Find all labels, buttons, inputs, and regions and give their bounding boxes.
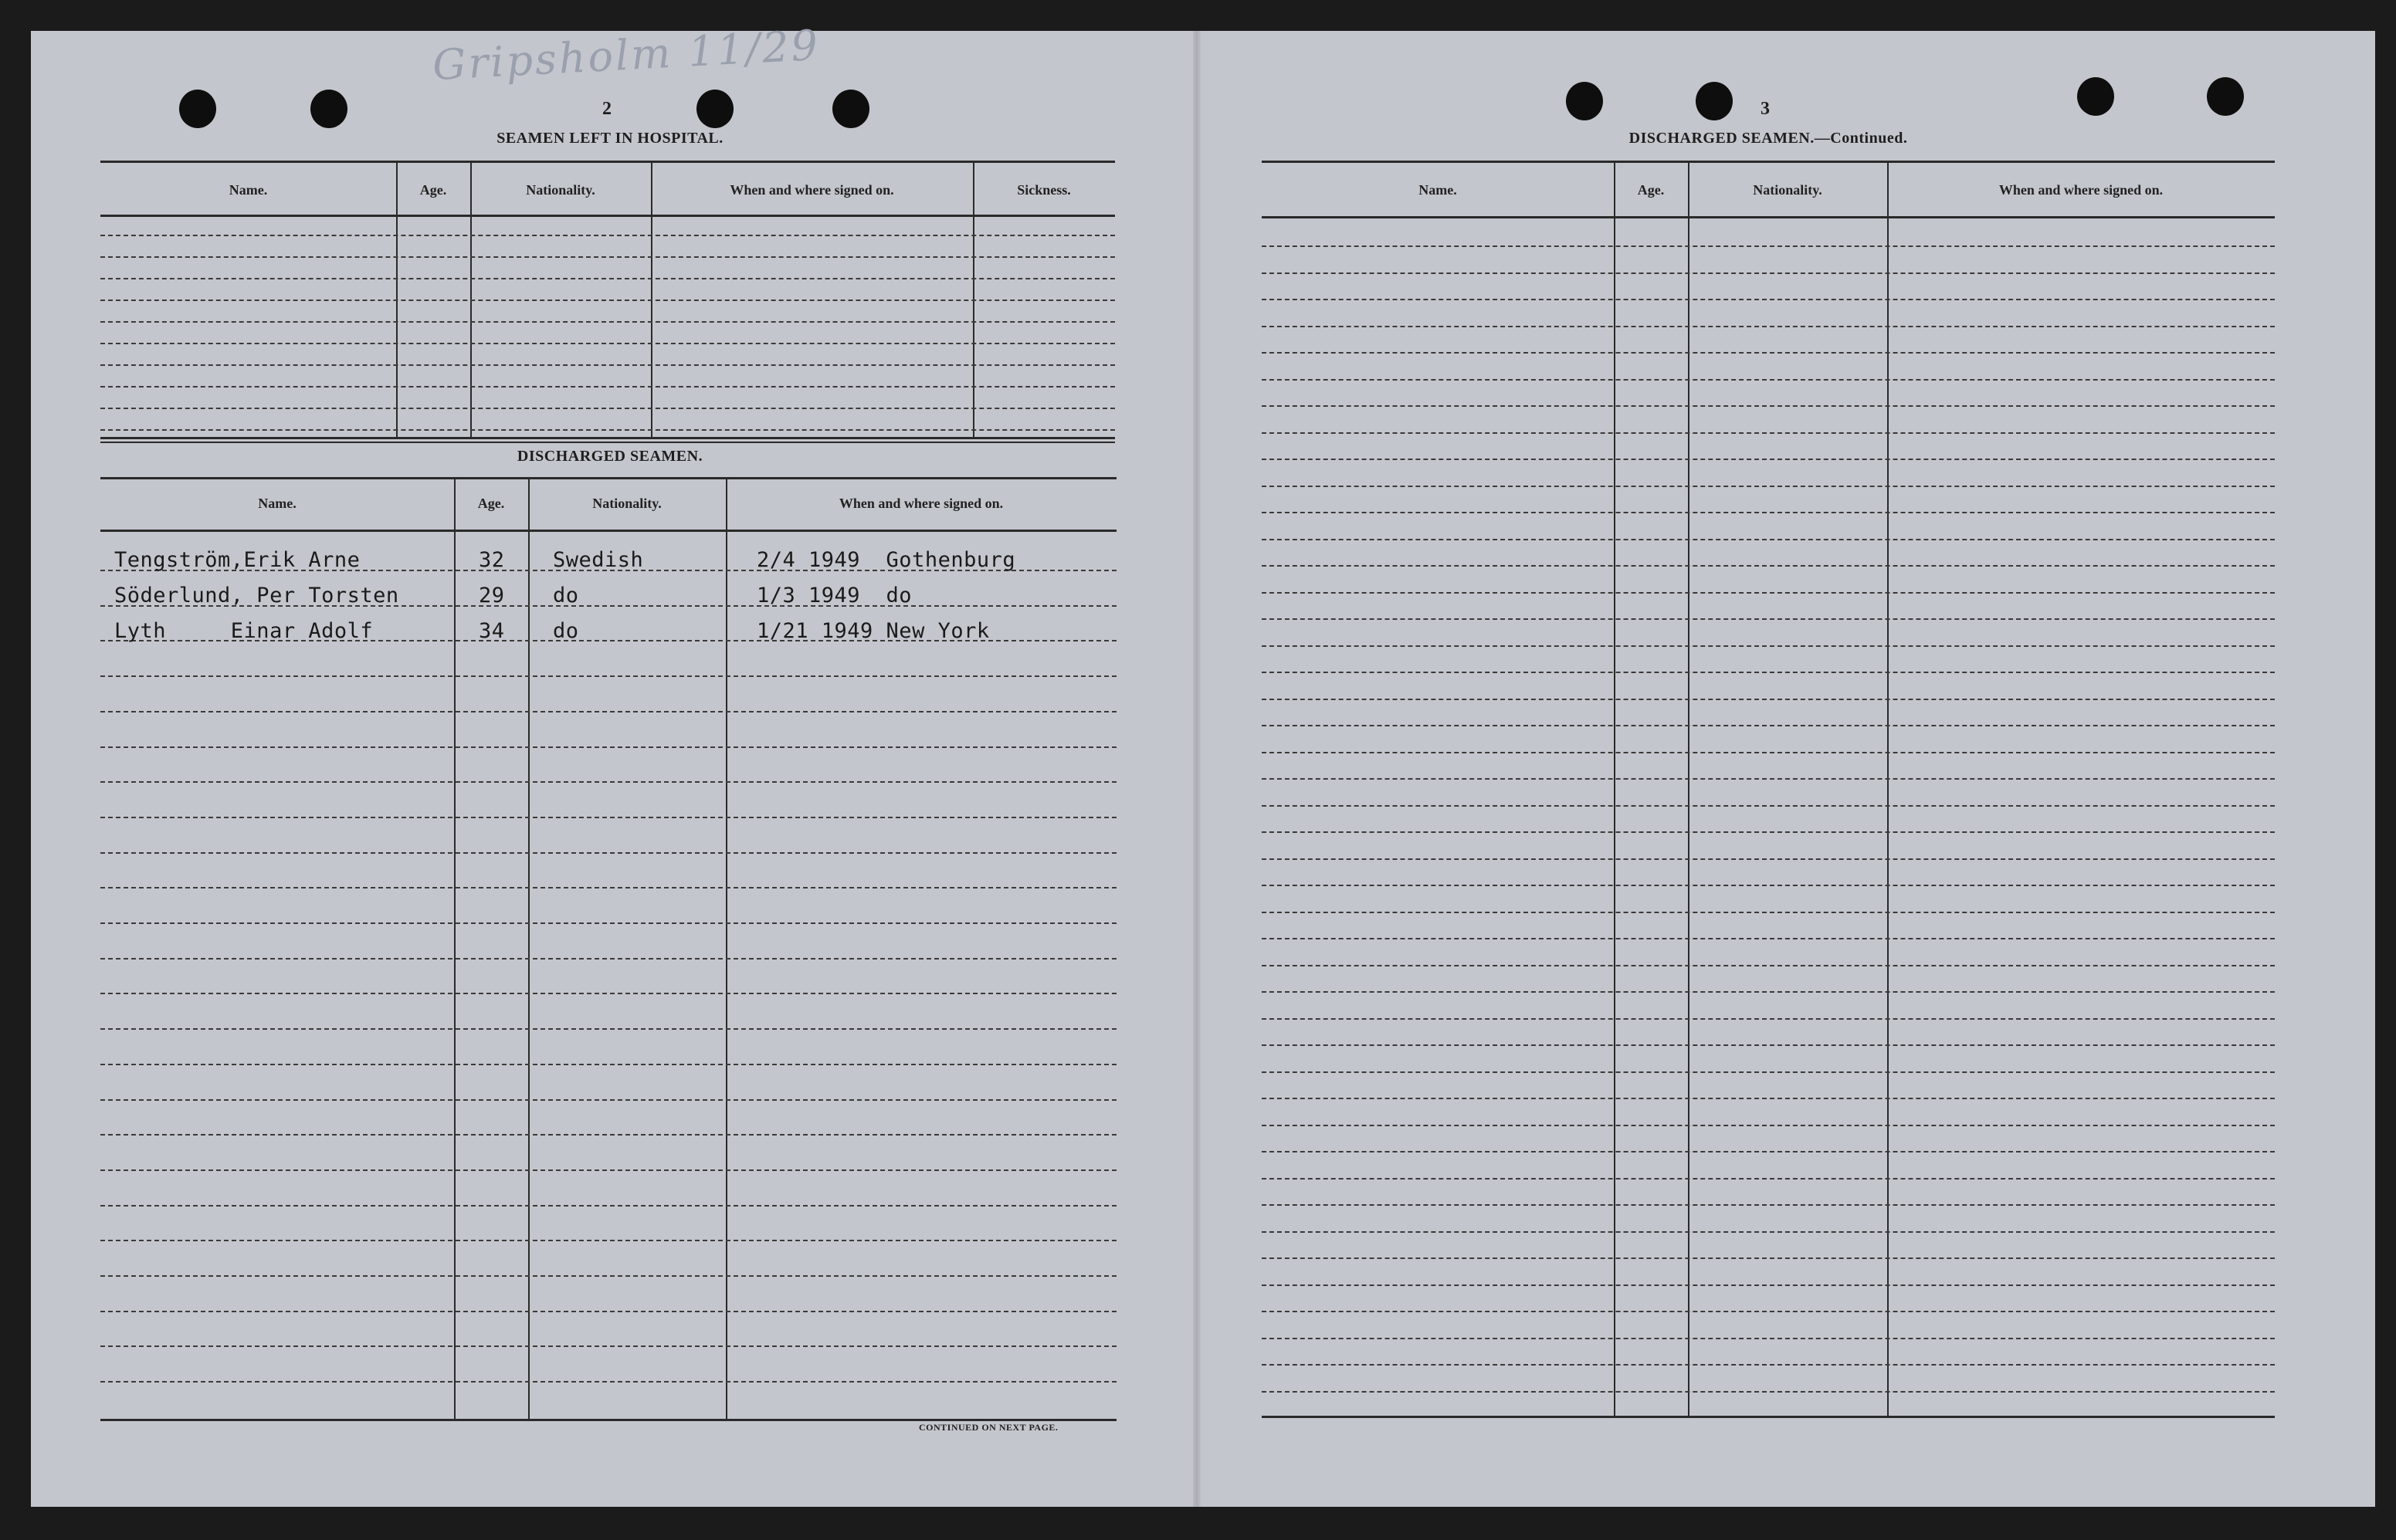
discharged-column-divider	[726, 477, 727, 1419]
discharged-continued-row-rule	[1262, 752, 2275, 753]
punch-hole	[2077, 77, 2114, 116]
discharged-row-rule	[100, 1275, 1117, 1277]
hospital-column-divider	[973, 161, 974, 437]
discharged-continued-row-rule	[1262, 1071, 2275, 1073]
discharged-row-name: Söderlund, Per Torsten	[114, 584, 399, 608]
discharged-continued-row-rule	[1262, 486, 2275, 487]
discharged-continued-row-rule	[1262, 938, 2275, 939]
hospital-row-rule	[100, 429, 1115, 431]
discharged-continued-row-rule	[1262, 991, 2275, 993]
discharged-row-age: 34	[479, 619, 505, 643]
discharged-row-name: Lyth Einar Adolf	[114, 619, 374, 643]
hospital-row-rule	[100, 256, 1115, 258]
discharged-row-nationality: Swedish	[553, 548, 644, 572]
hospital-column-header: Age.	[419, 182, 447, 198]
handwritten-ship-note: Gripsholm 11/29	[431, 20, 822, 90]
discharged-continued-column-header: When and where signed on.	[1998, 182, 2164, 198]
discharged-row-rule	[100, 1240, 1117, 1241]
discharged-continued-row-rule	[1262, 805, 2275, 807]
discharged-continued-row-rule	[1262, 245, 2275, 247]
discharged-section-title: DISCHARGED SEAMEN.	[517, 448, 703, 465]
discharged-continued-row-rule	[1262, 1204, 2275, 1206]
discharged-row-rule	[100, 675, 1117, 677]
discharged-column-header: When and where signed on.	[839, 496, 1004, 511]
discharged-continued-row-rule	[1262, 725, 2275, 726]
page-number-left: 2	[602, 99, 612, 119]
discharged-row-rule	[100, 1205, 1117, 1207]
discharged-continued-row-rule	[1262, 1098, 2275, 1099]
discharged-continued-row-rule	[1262, 326, 2275, 327]
discharged-row-rule	[100, 746, 1117, 748]
discharged-continued-column-header: Name.	[1418, 182, 1457, 198]
hospital-row-rule	[100, 300, 1115, 301]
hospital-row-rule	[100, 386, 1115, 388]
page-fold	[1193, 31, 1201, 1507]
discharged-continued-row-rule	[1262, 1364, 2275, 1366]
hospital-row-rule	[100, 235, 1115, 236]
discharged-column-header: Name.	[258, 496, 297, 511]
discharged-continued-row-rule	[1262, 778, 2275, 780]
discharged-column-header: Nationality.	[592, 496, 662, 511]
discharged-column-divider	[528, 477, 530, 1419]
discharged-continued-row-rule	[1262, 699, 2275, 700]
discharged-bottom-rule	[100, 1419, 1117, 1421]
discharged-continued-row-rule	[1262, 272, 2275, 274]
discharged-continued-row-rule	[1262, 299, 2275, 300]
discharged-continued-row-rule	[1262, 405, 2275, 407]
discharged-continued-bottom-rule	[1262, 1416, 2275, 1418]
hospital-column-header: Nationality.	[526, 182, 595, 198]
hospital-column-header: Name.	[229, 182, 268, 198]
discharged-continued-column-header: Nationality.	[1753, 182, 1822, 198]
discharged-continued-row-rule	[1262, 512, 2275, 513]
discharged-continued-row-rule	[1262, 1178, 2275, 1180]
discharged-continued-row-rule	[1262, 618, 2275, 620]
discharged-row-rule	[100, 1028, 1117, 1030]
discharged-row-age: 29	[479, 584, 505, 608]
discharged-continued-title: DISCHARGED SEAMEN.—Continued.	[1628, 130, 1908, 147]
hospital-top-rule	[100, 161, 1115, 163]
discharged-continued-row-rule	[1262, 1125, 2275, 1126]
discharged-row-rule	[100, 1345, 1117, 1347]
discharged-continued-row-rule	[1262, 912, 2275, 913]
discharged-row-age: 32	[479, 548, 505, 572]
punch-hole	[1696, 82, 1733, 120]
hospital-bottom-rule	[100, 437, 1115, 439]
hospital-row-rule	[100, 343, 1115, 344]
discharged-row-rule	[100, 958, 1117, 960]
discharged-row-rule	[100, 852, 1117, 854]
discharged-row-signed-on: 1/3 1949 do	[757, 584, 913, 608]
discharged-row-rule	[100, 711, 1117, 712]
discharged-row-rule	[100, 1169, 1117, 1171]
hospital-row-rule	[100, 321, 1115, 323]
punch-hole	[2207, 77, 2244, 116]
discharged-continued-row-rule	[1262, 1231, 2275, 1233]
discharged-continued-row-rule	[1262, 1257, 2275, 1259]
punch-hole	[310, 90, 347, 128]
page-number-right: 3	[1761, 99, 1770, 119]
discharged-continued-row-rule	[1262, 379, 2275, 381]
discharged-continued-column-divider	[1688, 161, 1689, 1416]
discharged-row-rule	[100, 1099, 1117, 1101]
discharged-column-header: Age.	[477, 496, 505, 511]
discharged-column-divider	[454, 477, 456, 1419]
discharged-continued-row-rule	[1262, 1338, 2275, 1339]
hospital-column-divider	[651, 161, 652, 437]
continued-note: CONTINUED ON NEXT PAGE.	[919, 1422, 1059, 1433]
hospital-column-divider	[396, 161, 398, 437]
hospital-row-rule	[100, 364, 1115, 366]
discharged-continued-row-rule	[1262, 885, 2275, 886]
discharged-top-rule	[100, 477, 1117, 479]
punch-hole	[832, 90, 869, 128]
discharged-row-rule	[100, 1064, 1117, 1065]
punch-hole	[696, 90, 734, 128]
discharged-continued-row-rule	[1262, 539, 2275, 540]
discharged-continued-row-rule	[1262, 1018, 2275, 1020]
hospital-column-header: Sickness.	[1017, 182, 1071, 198]
hospital-row-rule	[100, 278, 1115, 279]
discharged-row-signed-on: 2/4 1949 Gothenburg	[757, 548, 1016, 572]
discharged-row-rule	[100, 1381, 1117, 1383]
hospital-header-rule	[100, 215, 1115, 217]
hospital-double-rule	[100, 442, 1115, 443]
discharged-row-rule	[100, 1311, 1117, 1312]
discharged-row-rule	[100, 817, 1117, 818]
discharged-row-nationality: do	[553, 584, 579, 608]
discharged-row-name: Tengström,Erik Arne	[114, 548, 361, 572]
discharged-continued-row-rule	[1262, 1151, 2275, 1152]
discharged-continued-row-rule	[1262, 1391, 2275, 1393]
discharged-continued-row-rule	[1262, 1284, 2275, 1286]
discharged-continued-row-rule	[1262, 352, 2275, 354]
discharged-continued-column-divider	[1614, 161, 1615, 1416]
hospital-section-title: SEAMEN LEFT IN HOSPITAL.	[496, 130, 724, 147]
discharged-continued-header-rule	[1262, 216, 2275, 218]
discharged-row-rule	[100, 1134, 1117, 1136]
hospital-row-rule	[100, 408, 1115, 409]
discharged-continued-row-rule	[1262, 645, 2275, 647]
hospital-column-header: When and where signed on.	[730, 182, 894, 198]
discharged-continued-top-rule	[1262, 161, 2275, 163]
discharged-continued-column-header: Age.	[1637, 182, 1665, 198]
punch-hole	[1566, 82, 1603, 120]
discharged-continued-row-rule	[1262, 592, 2275, 594]
hospital-column-divider	[470, 161, 472, 437]
discharged-continued-row-rule	[1262, 565, 2275, 567]
discharged-continued-row-rule	[1262, 831, 2275, 833]
discharged-continued-row-rule	[1262, 1311, 2275, 1312]
discharged-continued-column-divider	[1887, 161, 1889, 1416]
discharged-row-rule	[100, 922, 1117, 924]
discharged-continued-row-rule	[1262, 459, 2275, 460]
discharged-continued-row-rule	[1262, 432, 2275, 434]
discharged-header-rule	[100, 530, 1117, 532]
discharged-row-nationality: do	[553, 619, 579, 643]
discharged-continued-row-rule	[1262, 672, 2275, 673]
discharged-continued-row-rule	[1262, 858, 2275, 860]
discharged-row-rule	[100, 781, 1117, 783]
discharged-row-signed-on: 1/21 1949 New York	[757, 619, 990, 643]
punch-hole	[179, 90, 216, 128]
discharged-continued-row-rule	[1262, 965, 2275, 966]
discharged-continued-row-rule	[1262, 1044, 2275, 1046]
discharged-row-rule	[100, 887, 1117, 888]
discharged-row-rule	[100, 993, 1117, 994]
